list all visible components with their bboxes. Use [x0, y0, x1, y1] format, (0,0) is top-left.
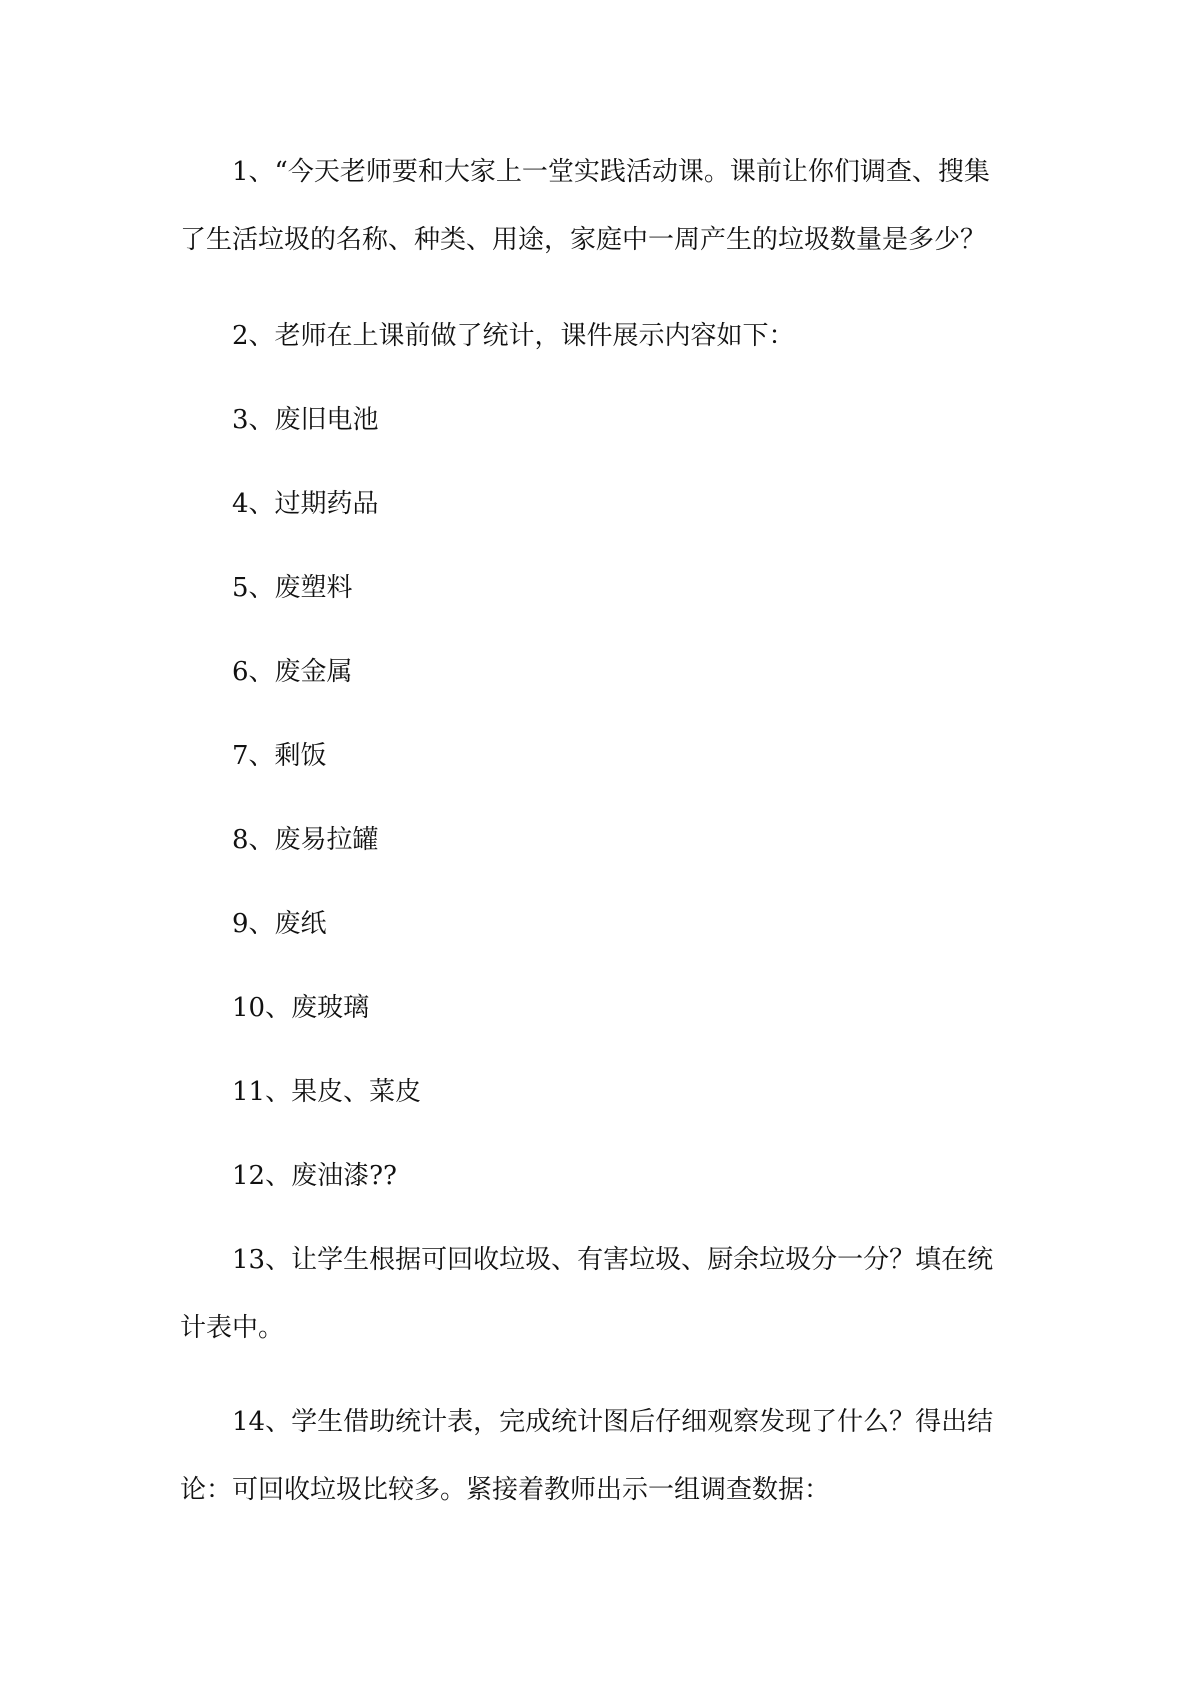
paragraph-3: 3、废旧电池: [232, 405, 379, 435]
paragraph-13: 13、让学生根据可回收垃圾、有害垃圾、厨余垃圾分一分？填在统计表中。: [180, 1245, 994, 1343]
paragraph-5: 5、废塑料: [232, 573, 353, 603]
paragraph-11: 11、果皮、菜皮: [232, 1077, 422, 1107]
paragraph-2: 2、老师在上课前做了统计，课件展示内容如下：: [232, 321, 795, 351]
paragraph-7: 7、剩饭: [232, 741, 327, 771]
paragraph-12: 12、废油漆??: [232, 1161, 397, 1191]
paragraph-8: 8、废易拉罐: [232, 825, 379, 855]
paragraph-1: 1、“今天老师要和大家上一堂实践活动课。课前让你们调查、搜集了生活垃圾的名称、种类、用途，家庭中一周产生的垃圾数量是多少？: [180, 157, 990, 255]
paragraph-10: 10、废玻璃: [232, 993, 370, 1023]
paragraph-9: 9、废纸: [232, 909, 327, 939]
paragraph-4: 4、过期药品: [232, 489, 379, 519]
paragraph-6: 6、废金属: [232, 657, 353, 687]
paragraph-14: 14、学生借助统计表，完成统计图后仔细观察发现了什么？得出结论：可回收垃圾比较多。紧接着教师出示一组调查数据：: [180, 1407, 994, 1505]
